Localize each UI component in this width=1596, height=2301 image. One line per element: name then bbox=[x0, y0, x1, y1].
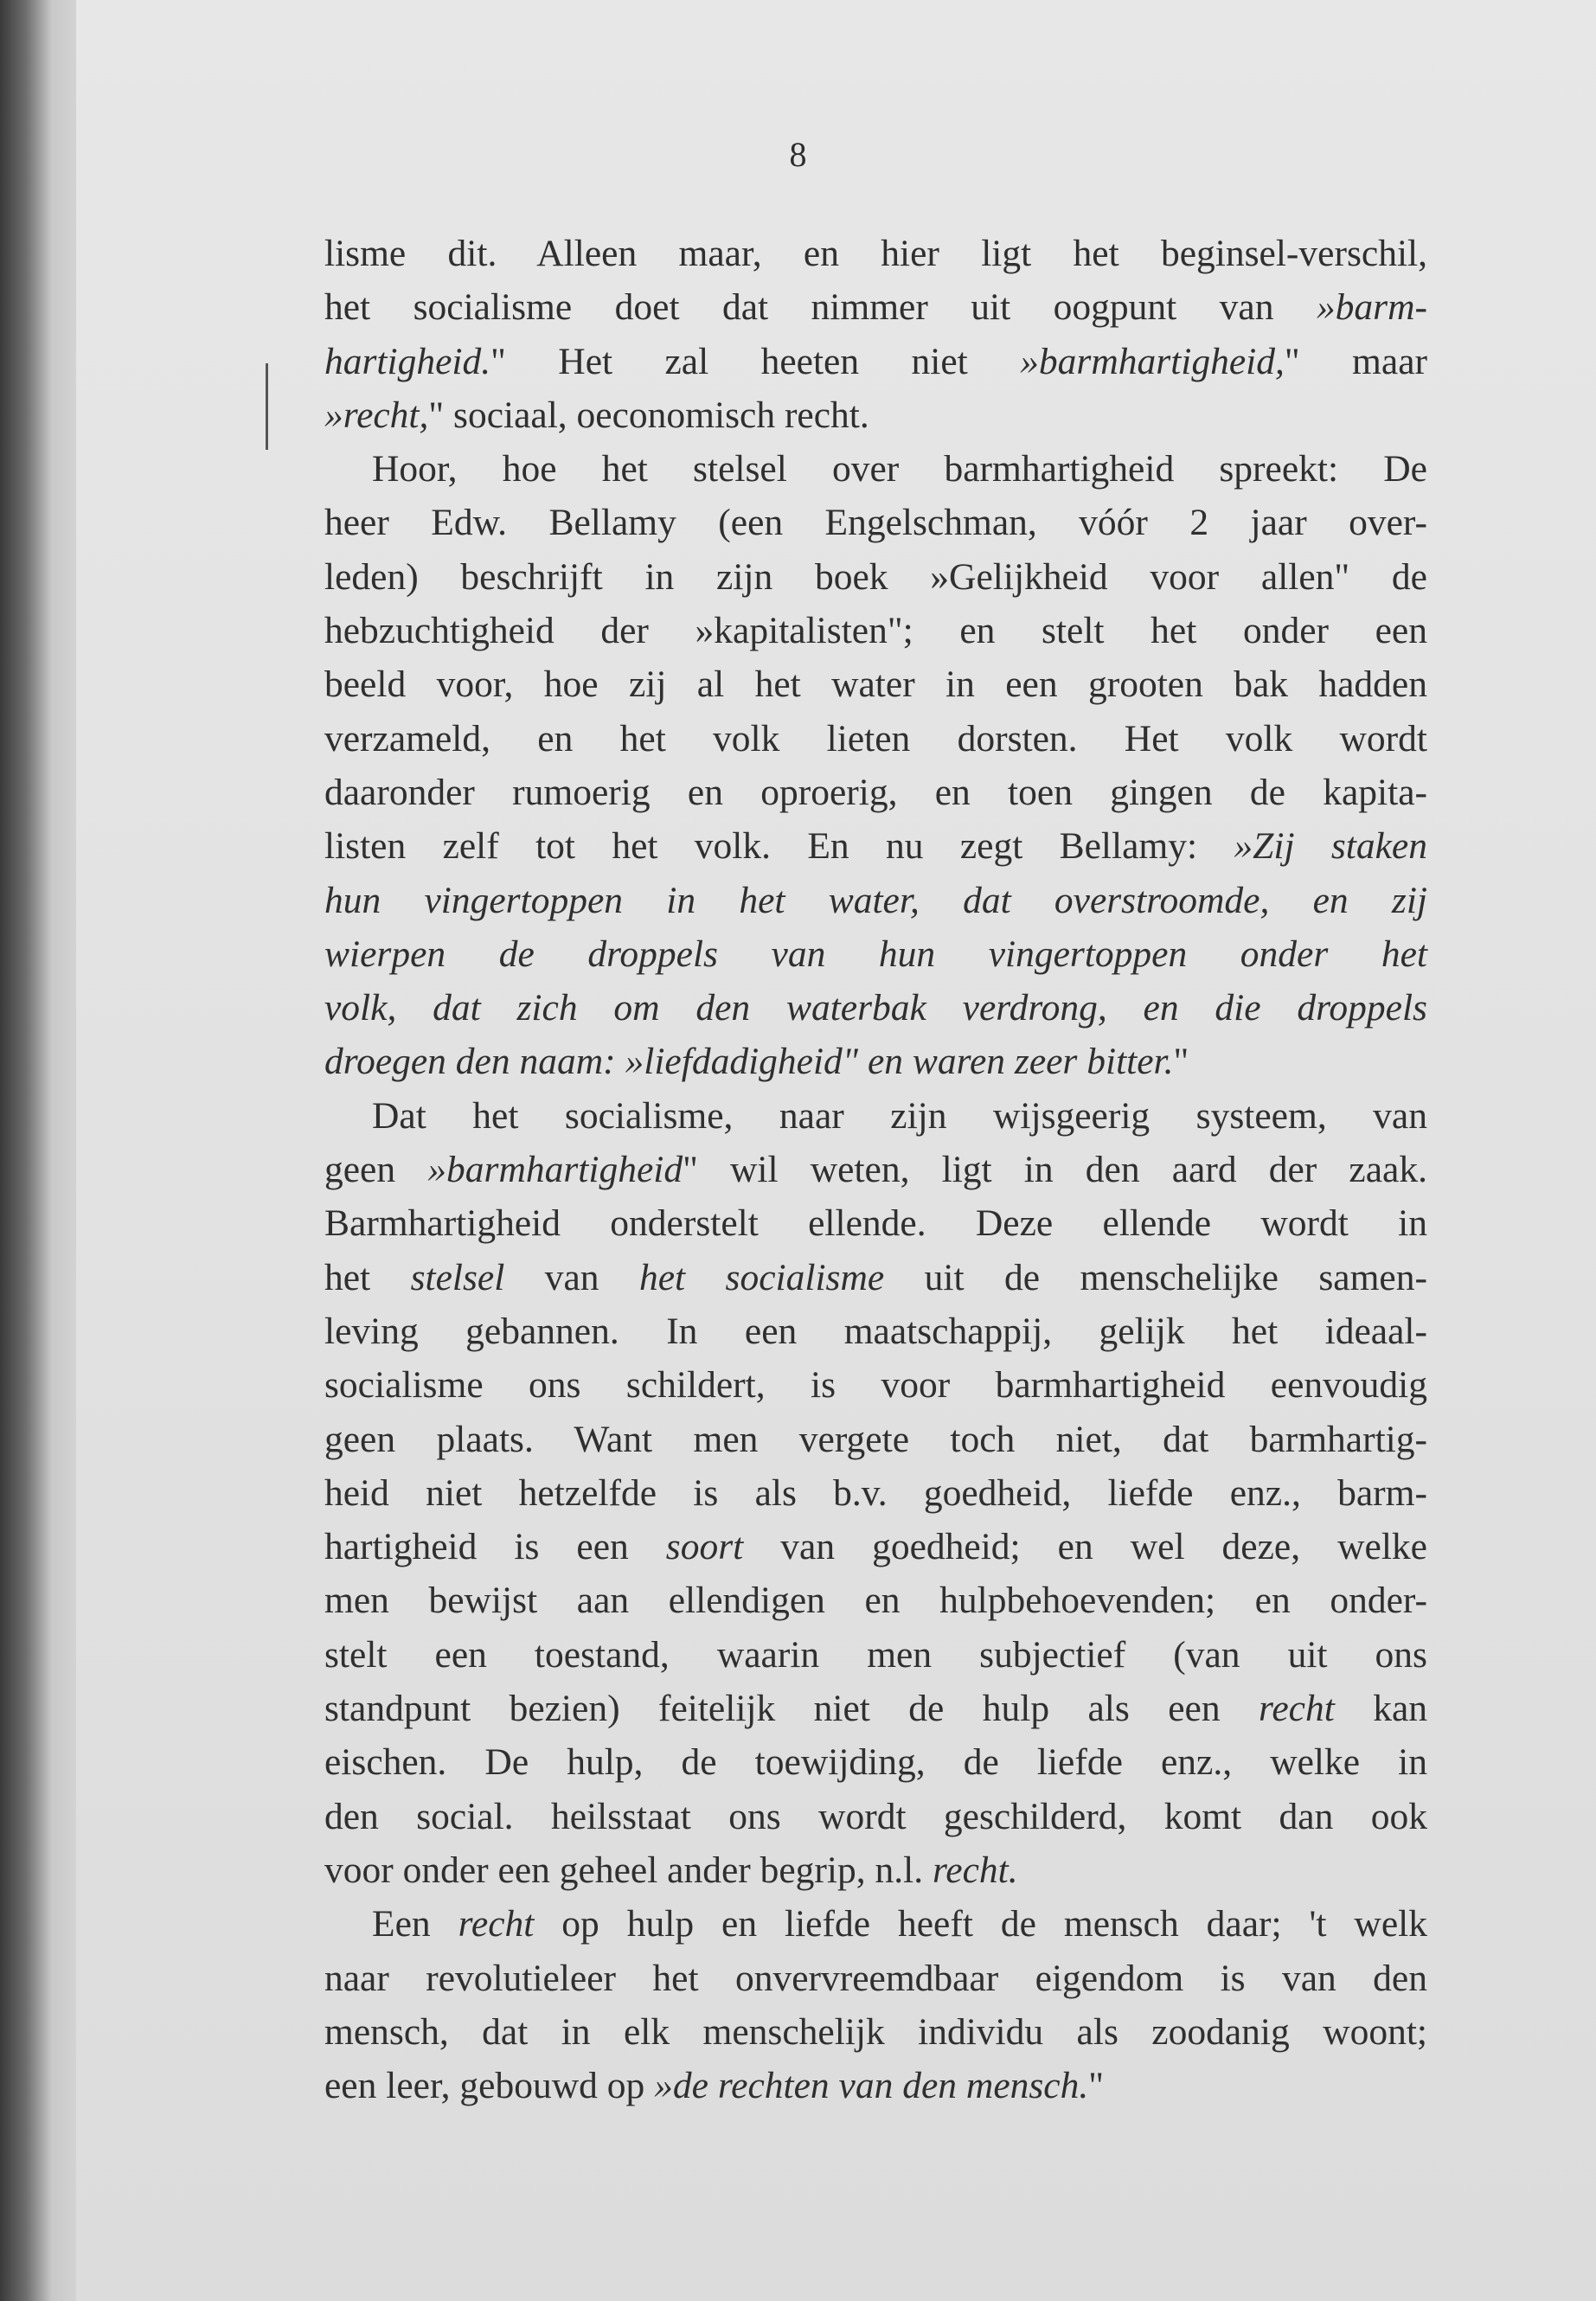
text-segment: eischen. De hulp, de toewijding, de liefde enz., welke in bbox=[324, 1741, 1427, 1784]
text-segment: uit de menschelijke samen- bbox=[884, 1256, 1427, 1298]
text-line bbox=[324, 280, 1427, 334]
text-line bbox=[324, 2059, 1427, 2112]
text-line bbox=[324, 1466, 1427, 1520]
text-line bbox=[324, 1790, 1427, 1843]
text-line bbox=[324, 1089, 1427, 1143]
italic-text: soort bbox=[665, 1526, 744, 1568]
text-line bbox=[324, 1682, 1427, 1735]
text-segment: Hoor, hoe het stelsel over barmhartigheid spreekt: De bbox=[372, 448, 1427, 490]
italic-text: »barm- bbox=[1316, 286, 1427, 329]
text-segment: op hulp en liefde heeft de mensch daar; 't welk bbox=[534, 1903, 1427, 1945]
text-segment: lisme dit. Alleen maar, en hier ligt het beginsel-verschil, bbox=[324, 233, 1427, 274]
text-segment: geen bbox=[324, 1149, 428, 1191]
text-line bbox=[324, 1143, 1427, 1196]
text-segment: Dat het socialisme, naar zijn wijsgeerig systeem, van bbox=[372, 1094, 1427, 1137]
text-segment: van goedheid; en wel deze, welke bbox=[743, 1526, 1427, 1568]
text-segment: standpunt bezien) feitelijk niet de hulp als een bbox=[324, 1688, 1259, 1730]
text-line bbox=[324, 712, 1427, 766]
text-segment: " sociaal, oeconomisch recht. bbox=[428, 394, 869, 436]
text-segment: voor onder een geheel ander begrip, n.l. bbox=[324, 1849, 933, 1891]
text-line bbox=[324, 1035, 1427, 1088]
text-segment: een leer, gebouwd op bbox=[324, 2065, 655, 2107]
text-line bbox=[324, 874, 1427, 927]
text-segment: kan bbox=[1334, 1688, 1427, 1730]
text-line bbox=[324, 1574, 1427, 1627]
text-segment: het socialisme doet dat nimmer uit oogpunt van bbox=[324, 286, 1317, 329]
italic-text: »Zij staken bbox=[1234, 825, 1427, 868]
text-segment: van bbox=[504, 1256, 639, 1298]
text-segment: verzameld, en het volk lieten dorsten. Het volk wordt bbox=[324, 717, 1427, 760]
text-segment: listen zelf tot het volk. En nu zegt Bellamy: bbox=[324, 825, 1234, 868]
text-line bbox=[324, 2005, 1427, 2059]
body-text bbox=[324, 227, 1427, 2112]
italic-text: recht bbox=[1259, 1688, 1335, 1730]
text-line bbox=[324, 1413, 1427, 1466]
text-segment: men bewijst aan ellendigen en hulpbehoevenden; en onder- bbox=[324, 1580, 1427, 1622]
text-segment: Barmhartigheid onderstelt ellende. Deze ellende wordt in bbox=[324, 1202, 1427, 1245]
text-segment: den social. heilsstaat ons wordt geschilderd, komt dan ook bbox=[324, 1795, 1427, 1837]
text-segment: mensch, dat in elk menschelijk individu als zoodanig woont; bbox=[324, 2010, 1427, 2053]
italic-text: recht bbox=[458, 1903, 535, 1945]
italic-text: »de rechten van den mensch. bbox=[654, 2065, 1089, 2107]
italic-text: »recht, bbox=[324, 394, 429, 436]
text-segment: " bbox=[1088, 2065, 1104, 2107]
margin-pencil-mark bbox=[266, 363, 268, 450]
page-number: 8 bbox=[789, 135, 807, 174]
text-line bbox=[324, 927, 1427, 981]
text-segment: " wil weten, ligt in den aard der zaak. bbox=[683, 1149, 1427, 1191]
text-line bbox=[324, 1897, 1427, 1951]
text-line bbox=[324, 388, 1427, 442]
text-line bbox=[324, 657, 1427, 711]
text-segment: daaronder rumoerig en oproerig, en toen gingen de kapita- bbox=[324, 771, 1427, 813]
text-line bbox=[324, 550, 1427, 604]
text-segment: hebzuchtigheid der »kapitalisten"; en stelt het onder een bbox=[324, 610, 1427, 652]
text-line bbox=[324, 1735, 1427, 1789]
italic-text: stelsel bbox=[410, 1256, 505, 1298]
text-segment: naar revolutieleer het onvervreemdbaar eigendom is van den bbox=[324, 1957, 1427, 1999]
text-line bbox=[324, 1251, 1427, 1304]
text-line bbox=[324, 1952, 1427, 2005]
text-line bbox=[324, 604, 1427, 657]
text-segment: socialisme ons schildert, is voor barmhartigheid eenvoudig bbox=[324, 1364, 1427, 1407]
italic-text: recht. bbox=[932, 1849, 1018, 1891]
italic-text: »barmhartigheid bbox=[427, 1149, 683, 1191]
text-segment: " bbox=[1173, 1041, 1189, 1083]
italic-text: het socialisme bbox=[638, 1256, 885, 1298]
text-line bbox=[324, 1304, 1427, 1358]
italic-text: droegen den naam: »liefdadigheid" en waren zeer bitter. bbox=[324, 1041, 1174, 1083]
text-segment: geen plaats. Want men vergete toch niet, dat barmhartig- bbox=[324, 1418, 1427, 1460]
italic-text: hun vingertoppen in het water, dat overstroomde, en zij bbox=[324, 879, 1427, 921]
text-segment: hartigheid is een bbox=[324, 1526, 666, 1568]
text-segment: " maar bbox=[1284, 340, 1427, 382]
text-segment: stelt een toestand, waarin men subjectief (van uit ons bbox=[324, 1633, 1427, 1676]
text-line bbox=[324, 1843, 1427, 1897]
text-line bbox=[324, 335, 1427, 388]
text-line bbox=[324, 1196, 1427, 1250]
text-line bbox=[324, 819, 1427, 873]
text-segment: Een bbox=[372, 1903, 458, 1945]
text-line bbox=[324, 1520, 1427, 1574]
text-line bbox=[324, 981, 1427, 1035]
text-line bbox=[324, 496, 1427, 549]
text-line bbox=[324, 1358, 1427, 1412]
text-segment: heer Edw. Bellamy (een Engelschman, vóór 2 jaar over- bbox=[324, 502, 1427, 544]
italic-text: wierpen de droppels van hun vingertoppen onder het bbox=[324, 933, 1427, 975]
text-line bbox=[324, 227, 1427, 280]
text-line bbox=[324, 1628, 1427, 1682]
italic-text: volk, dat zich om den waterbak verdrong, en die droppels bbox=[324, 987, 1427, 1029]
text-segment: " Het zal heeten niet bbox=[490, 340, 1021, 382]
italic-text: »barmhartigheid, bbox=[1020, 340, 1285, 382]
text-segment: het bbox=[324, 1256, 411, 1298]
text-segment: leden) beschrijft in zijn boek »Gelijkheid voor allen" de bbox=[324, 555, 1427, 598]
text-line bbox=[324, 442, 1427, 496]
text-line bbox=[324, 766, 1427, 819]
text-segment: beeld voor, hoe zij al het water in een grooten bak hadden bbox=[324, 663, 1427, 706]
text-segment: heid niet hetzelfde is als b.v. goedheid, liefde enz., barm- bbox=[324, 1471, 1427, 1514]
text-segment: leving gebannen. In een maatschappij, gelijk het ideaal- bbox=[324, 1310, 1427, 1352]
italic-text: hartigheid. bbox=[324, 340, 491, 382]
